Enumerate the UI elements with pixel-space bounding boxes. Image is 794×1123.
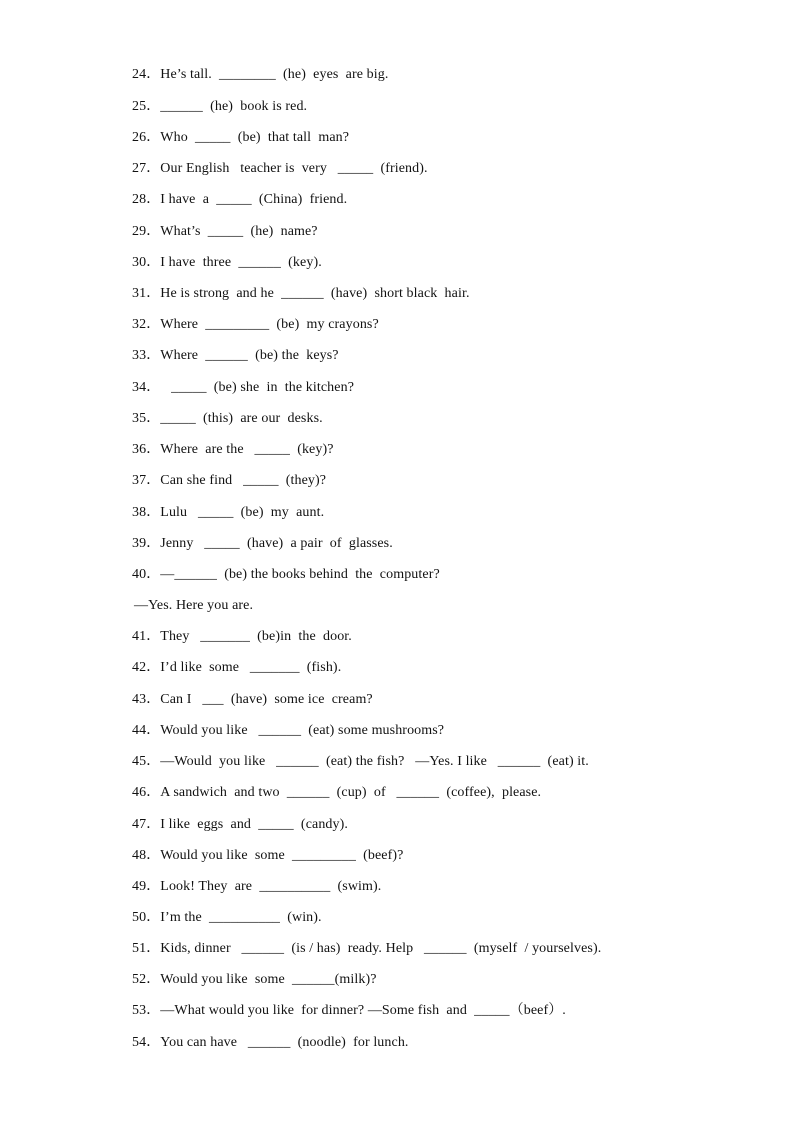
exercise-line-40: 40．—______ (be) the books behind the computer? (132, 567, 440, 582)
exercise-line-31: 31．He is strong and he ______ (have) short black hair. (132, 286, 470, 301)
exercise-line-29: 29．What’s _____ (he) name? (132, 224, 318, 239)
exercise-line-39: 39．Jenny _____ (have) a pair of glasses. (132, 536, 393, 551)
exercise-line-50: 50．I’m the __________ (win). (132, 910, 322, 925)
exercise-line-47: 47．I like eggs and _____ (candy). (132, 817, 348, 832)
exercise-line-38: 38．Lulu _____ (be) my aunt. (132, 505, 325, 520)
exercise-line-26: 26．Who _____ (be) that tall man? (132, 130, 350, 145)
exercise-line-25: 25．______ (he) book is red. (132, 99, 308, 114)
exercise-line-33: 33．Where ______ (be) the keys? (132, 348, 339, 363)
exercise-line-45: 45．—Would you like ______ (eat) the fish? —Yes. I like ______ (eat) it. (132, 754, 589, 769)
exercise-line-53: 53．—What would you like for dinner? —Some fish and _____（beef）. (132, 1003, 566, 1018)
exercise-line-30: 30．I have three ______ (key). (132, 255, 322, 270)
exercise-line-46: 46．A sandwich and two ______ (cup) of ______ (coffee), please. (132, 785, 542, 800)
exercise-line-44: 44．Would you like ______ (eat) some mushrooms? (132, 723, 445, 738)
exercise-line-37: 37．Can she find _____ (they)? (132, 473, 327, 488)
exercise-line-40-answer: —Yes. Here you are. (134, 598, 254, 613)
exercise-line-36: 36．Where are the _____ (key)? (132, 442, 334, 457)
exercise-line-48: 48．Would you like some _________ (beef)? (132, 848, 404, 863)
exercise-line-42: 42．I’d like some _______ (fish). (132, 660, 342, 675)
exercise-line-32: 32．Where _________ (be) my crayons? (132, 317, 379, 332)
exercise-line-54: 54．You can have ______ (noodle) for lunch. (132, 1035, 409, 1050)
exercise-line-41: 41．They _______ (be)in the door. (132, 629, 352, 644)
exercise-line-34: 34． _____ (be) she in the kitchen? (132, 380, 355, 395)
exercise-line-43: 43．Can I ___ (have) some ice cream? (132, 692, 373, 707)
exercise-line-52: 52．Would you like some ______(milk)? (132, 972, 377, 987)
exercise-line-35: 35．_____ (this) are our desks. (132, 411, 323, 426)
exercise-line-27: 27．Our English teacher is very _____ (friend). (132, 161, 428, 176)
exercise-line-28: 28．I have a _____ (China) friend. (132, 192, 348, 207)
exercise-line-49: 49．Look! They are __________ (swim). (132, 879, 382, 894)
exercise-line-24: 24．He’s tall. ________ (he) eyes are big. (132, 67, 389, 82)
exercise-line-51: 51．Kids, dinner ______ (is / has) ready. Help ______ (myself / yourselves). (132, 941, 602, 956)
